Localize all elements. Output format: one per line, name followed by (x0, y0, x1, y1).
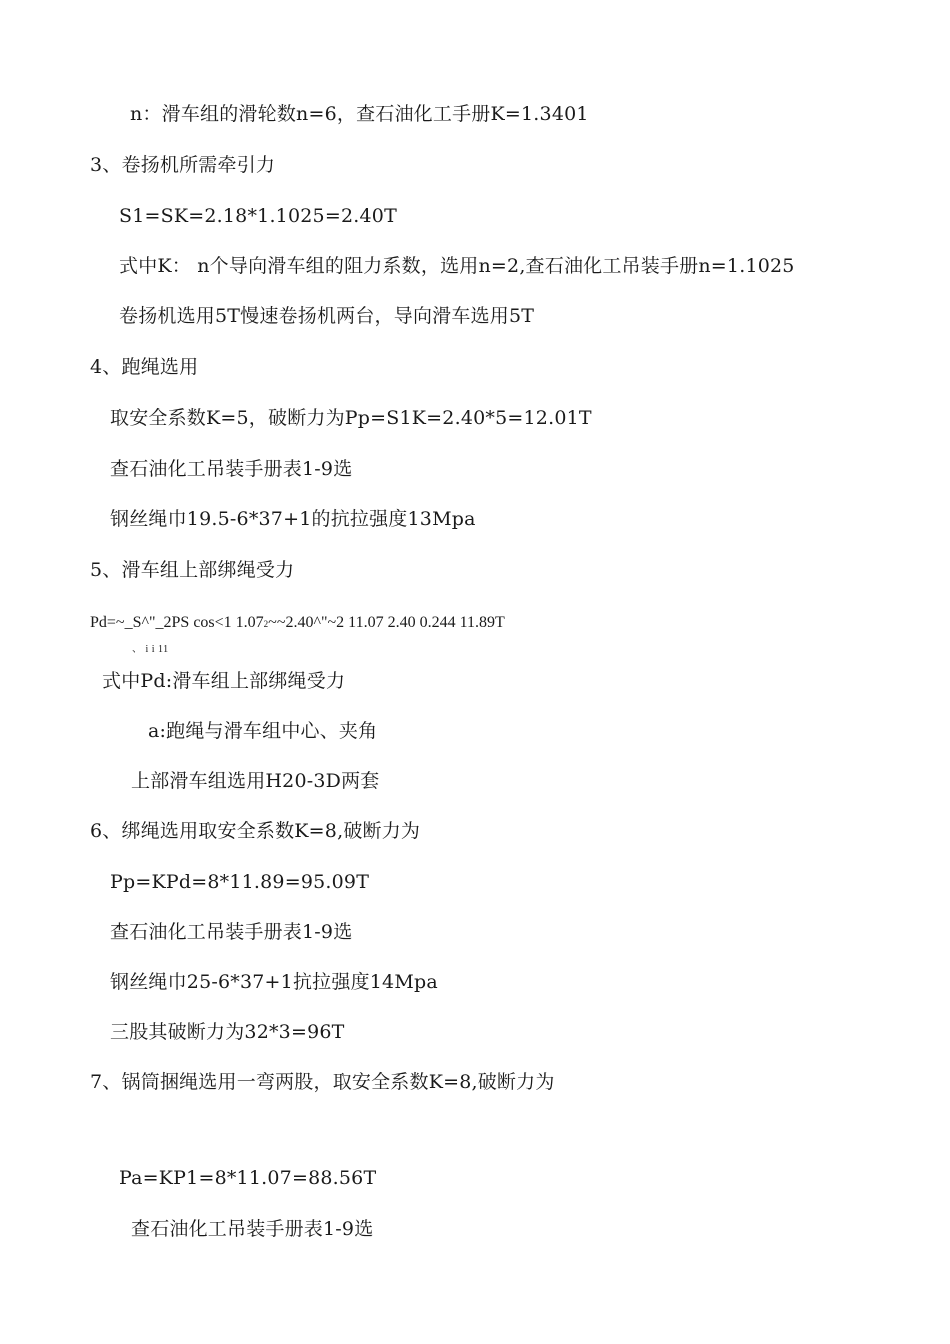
text-line-manual-lookup-3: 查石油化工吊装手册表1-9选 (131, 1218, 374, 1240)
heading-upper-binding-force: 5、滑车组上部绑绳受力 (90, 559, 295, 581)
text-line-upper-pulley-choice: 上部滑车组选用H20-3D两套 (131, 770, 380, 792)
text-line-safety-factor-5: 取安全系数K=5，破断力为Pp=S1K=2.40*5=12.01T (110, 407, 592, 429)
text-line-k-definition: 式中K： n个导向滑车组的阻力系数，选用n=2,查石油化工吊装手册n=1.1025 (119, 255, 795, 277)
text-line-manual-lookup-2: 查石油化工吊装手册表1-9选 (110, 921, 353, 943)
text-line-pulley-count: n：滑车组的滑轮数n=6，查石油化工手册K=1.3401 (130, 103, 589, 125)
text-line-wire-rope-19-5: 钢丝绳巾19.5-6*37+1的抗拉强度13Mpa (110, 508, 476, 530)
text-line-three-strand-force: 三股其破断力为32*3=96T (110, 1021, 345, 1043)
text-line-manual-lookup-1: 查石油化工吊装手册表1-9选 (110, 458, 353, 480)
heading-drum-sling: 7、锅筒捆绳选用一弯两股，取安全系数K=8,破断力为 (90, 1071, 555, 1093)
text-line-wire-rope-25: 钢丝绳巾25-6*37+1抗拉强度14Mpa (110, 971, 438, 993)
text-line-angle-definition: a:跑绳与滑车组中心、夹角 (148, 720, 378, 742)
heading-running-rope: 4、跑绳选用 (90, 356, 199, 378)
formula-pd (90, 611, 505, 636)
text-line-pa-formula: Pa=KP1=8*11.07=88.56T (119, 1167, 377, 1189)
text-line-pp-formula: Pp=KPd=8*11.89=95.09T (110, 871, 370, 893)
formula-pd-subscript: 2 (263, 619, 269, 629)
formula-pd-part-1: Pd=~_S^"_2PS cos<1 1.07 (90, 614, 264, 631)
formula-pd-part-2: ~~2.40^"~2 11.07 2.40 0.244 11.89T (268, 614, 505, 631)
heading-binding-rope: 6、绑绳选用取安全系数K=8,破断力为 (90, 820, 421, 842)
text-line-pd-definition: 式中Pd:滑车组上部绑绳受力 (102, 670, 346, 692)
heading-winch-traction: 3、卷扬机所需牵引力 (90, 154, 276, 176)
text-line-s1-formula: S1=SK=2.18*1.1025=2.40T (119, 205, 397, 227)
formula-pd-footnote: 、 i i 11 (132, 644, 169, 655)
text-line-winch-choice: 卷扬机选用5T慢速卷扬机两台，导向滑车选用5T (119, 305, 535, 327)
